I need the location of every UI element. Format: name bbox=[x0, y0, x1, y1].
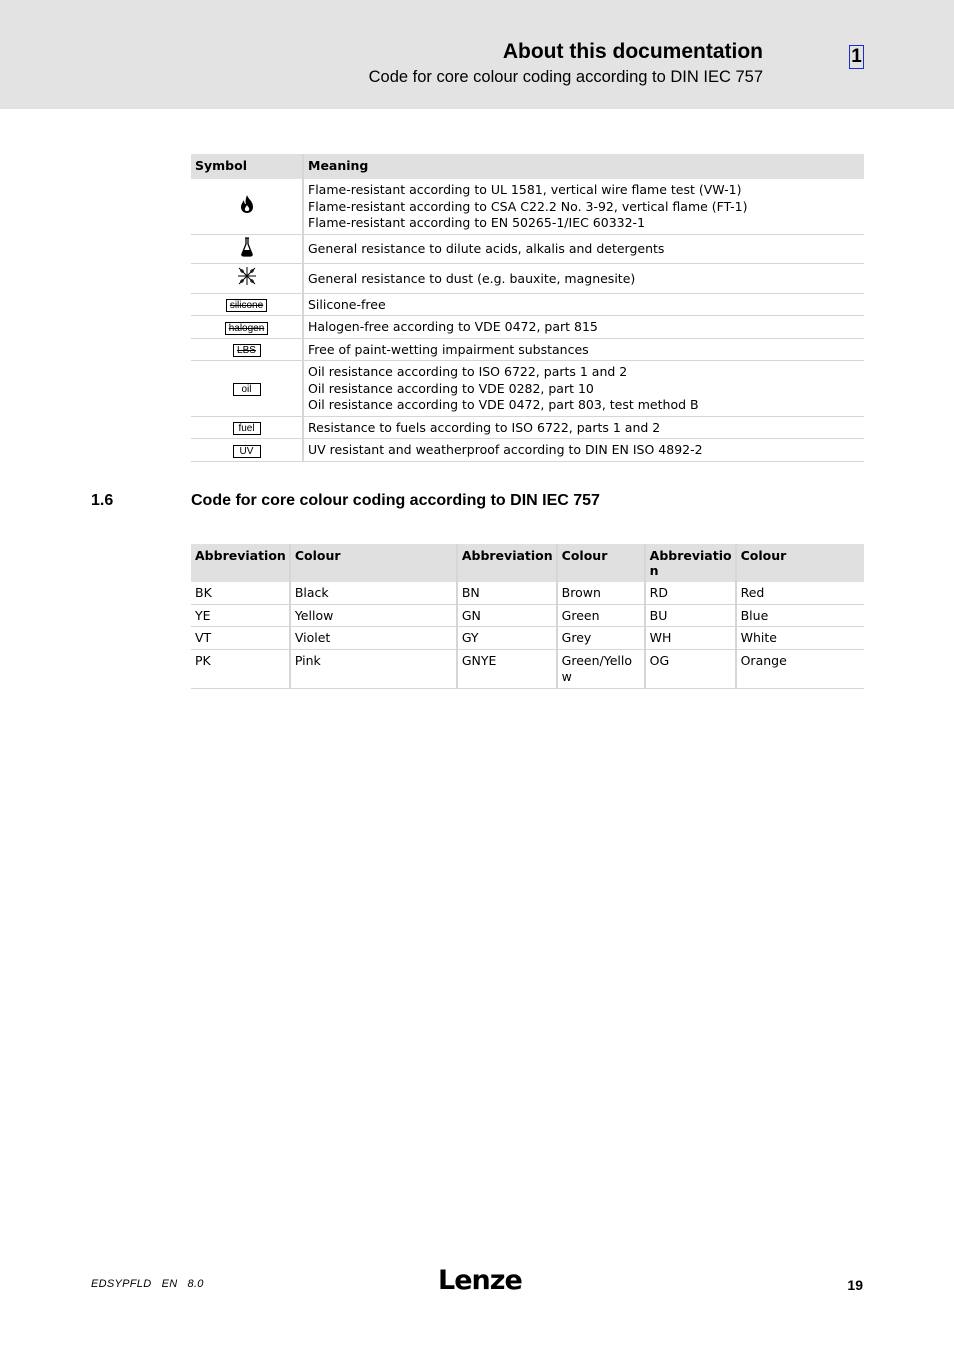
table-row bbox=[191, 293, 864, 316]
abbreviation-column-header: Abbreviatio n bbox=[645, 544, 736, 582]
uv-label: UV bbox=[233, 445, 261, 458]
meaning-line: Flame-resistant according to UL 1581, vertical wire flame test (VW-1) bbox=[308, 182, 742, 197]
meaning-cell bbox=[303, 293, 864, 316]
symbol-cell bbox=[191, 416, 303, 439]
meaning-cell bbox=[303, 361, 864, 417]
abbreviation-cell: BN bbox=[457, 582, 557, 604]
meaning-cell bbox=[303, 316, 864, 339]
page-title: About this documentation bbox=[502, 40, 763, 63]
table-row bbox=[191, 316, 864, 339]
section-heading: Code for core colour coding according to DIN IEC 757 bbox=[191, 492, 600, 509]
table-row bbox=[191, 582, 864, 604]
document-code: EDSYPFLD bbox=[91, 1278, 152, 1290]
meaning-line: Flame-resistant according to CSA C22.2 No. 3-92, vertical flame (FT-1) bbox=[308, 198, 748, 214]
abbreviation-cell: YE bbox=[191, 604, 290, 627]
colour-cell: Brown bbox=[557, 582, 645, 604]
meaning-line: Free of paint-wetting impairment substances bbox=[308, 341, 589, 357]
meaning-line: Resistance to fuels according to ISO 6722, parts 1 and 2 bbox=[308, 419, 661, 435]
meaning-line: General resistance to dust (e.g. bauxite, magnesite) bbox=[308, 270, 636, 286]
abbreviation-cell: GN bbox=[457, 604, 557, 627]
table-row bbox=[191, 338, 864, 361]
table-row bbox=[191, 416, 864, 439]
flame-icon bbox=[239, 194, 255, 214]
abbreviation-column-header: Abbreviation bbox=[191, 544, 290, 582]
document-id bbox=[91, 1278, 204, 1290]
meaning-line: Oil resistance according to VDE 0472, part 803, test method B bbox=[308, 397, 699, 412]
meaning-column-header: Meaning bbox=[303, 154, 864, 179]
symbol-cell bbox=[191, 293, 303, 316]
colour-cell: Blue bbox=[736, 604, 864, 627]
abbreviation-cell: WH bbox=[645, 627, 736, 650]
colour-table-header bbox=[191, 544, 864, 582]
table-row bbox=[191, 439, 864, 462]
table-row bbox=[191, 627, 864, 650]
meaning-line: Silicone-free bbox=[308, 296, 386, 312]
flask-icon bbox=[240, 237, 254, 257]
table-row bbox=[191, 234, 864, 264]
colour-code-table bbox=[191, 544, 864, 689]
colour-cell: Black bbox=[290, 582, 457, 604]
chapter-badge[interactable]: 1 bbox=[849, 45, 864, 69]
abbreviation-column-header: Abbreviation bbox=[457, 544, 557, 582]
symbol-table bbox=[191, 154, 864, 462]
table-row bbox=[191, 604, 864, 627]
symbol-table-header bbox=[191, 154, 864, 179]
symbol-cell bbox=[191, 361, 303, 417]
meaning-cell bbox=[303, 338, 864, 361]
abbreviation-cell: BK bbox=[191, 582, 290, 604]
colour-cell: Orange bbox=[736, 649, 864, 688]
colour-column-header: Colour bbox=[736, 544, 864, 582]
meaning-line: General resistance to dilute acids, alkalis and detergents bbox=[308, 241, 665, 256]
halogen-label: halogen bbox=[225, 322, 269, 335]
abbreviation-cell: PK bbox=[191, 649, 290, 688]
colour-cell: Grey bbox=[557, 627, 645, 650]
abbreviation-cell: VT bbox=[191, 627, 290, 650]
symbol-cell bbox=[191, 316, 303, 339]
colour-cell: Green bbox=[557, 604, 645, 627]
meaning-line: Oil resistance according to VDE 0282, part 10 bbox=[308, 380, 594, 396]
symbol-cell bbox=[191, 338, 303, 361]
colour-cell: Yellow bbox=[290, 604, 457, 627]
abbreviation-cell: OG bbox=[645, 649, 736, 688]
page-header bbox=[0, 0, 954, 109]
table-row bbox=[191, 649, 864, 688]
meaning-cell bbox=[303, 264, 864, 294]
meaning-cell bbox=[303, 234, 864, 264]
colour-column-header: Colour bbox=[290, 544, 457, 582]
meaning-line: Oil resistance according to ISO 6722, parts 1 and 2 bbox=[308, 364, 628, 379]
colour-cell: Violet bbox=[290, 627, 457, 650]
colour-cell: White bbox=[736, 627, 864, 650]
meaning-line: Flame-resistant according to EN 50265-1/IEC 60332-1 bbox=[308, 215, 646, 230]
section-number: 1.6 bbox=[91, 492, 114, 509]
lenze-logo: Lenze bbox=[438, 1265, 522, 1296]
document-language: EN bbox=[161, 1278, 178, 1290]
colour-column-header: Colour bbox=[557, 544, 645, 582]
dust-icon bbox=[237, 266, 257, 286]
page-subtitle: Code for core colour coding according to DIN IEC 757 bbox=[368, 68, 763, 86]
meaning-line: Halogen-free according to VDE 0472, part 815 bbox=[308, 319, 598, 334]
meaning-line: UV resistant and weatherproof according to DIN EN ISO 4892-2 bbox=[308, 442, 703, 457]
symbol-cell bbox=[191, 234, 303, 264]
table-row bbox=[191, 264, 864, 294]
colour-cell: Pink bbox=[290, 649, 457, 688]
meaning-cell bbox=[303, 179, 864, 234]
silicone-label: silicone bbox=[226, 299, 267, 312]
symbol-cell bbox=[191, 264, 303, 294]
abbreviation-cell: GY bbox=[457, 627, 557, 650]
table-row bbox=[191, 361, 864, 417]
oil-label: oil bbox=[233, 383, 261, 396]
meaning-cell bbox=[303, 439, 864, 462]
abbreviation-cell: BU bbox=[645, 604, 736, 627]
fuel-label: fuel bbox=[233, 422, 261, 435]
symbol-cell bbox=[191, 179, 303, 234]
meaning-cell bbox=[303, 416, 864, 439]
abbreviation-cell: GNYE bbox=[457, 649, 557, 688]
table-row bbox=[191, 179, 864, 234]
symbol-column-header: Symbol bbox=[191, 154, 303, 179]
page-number: 19 bbox=[847, 1277, 863, 1293]
colour-cell: Green/Yello w bbox=[557, 649, 645, 688]
colour-cell: Red bbox=[736, 582, 864, 604]
symbol-cell bbox=[191, 439, 303, 462]
lbs-label: LBS bbox=[233, 344, 261, 357]
document-version: 8.0 bbox=[187, 1278, 204, 1290]
abbreviation-cell: RD bbox=[645, 582, 736, 604]
